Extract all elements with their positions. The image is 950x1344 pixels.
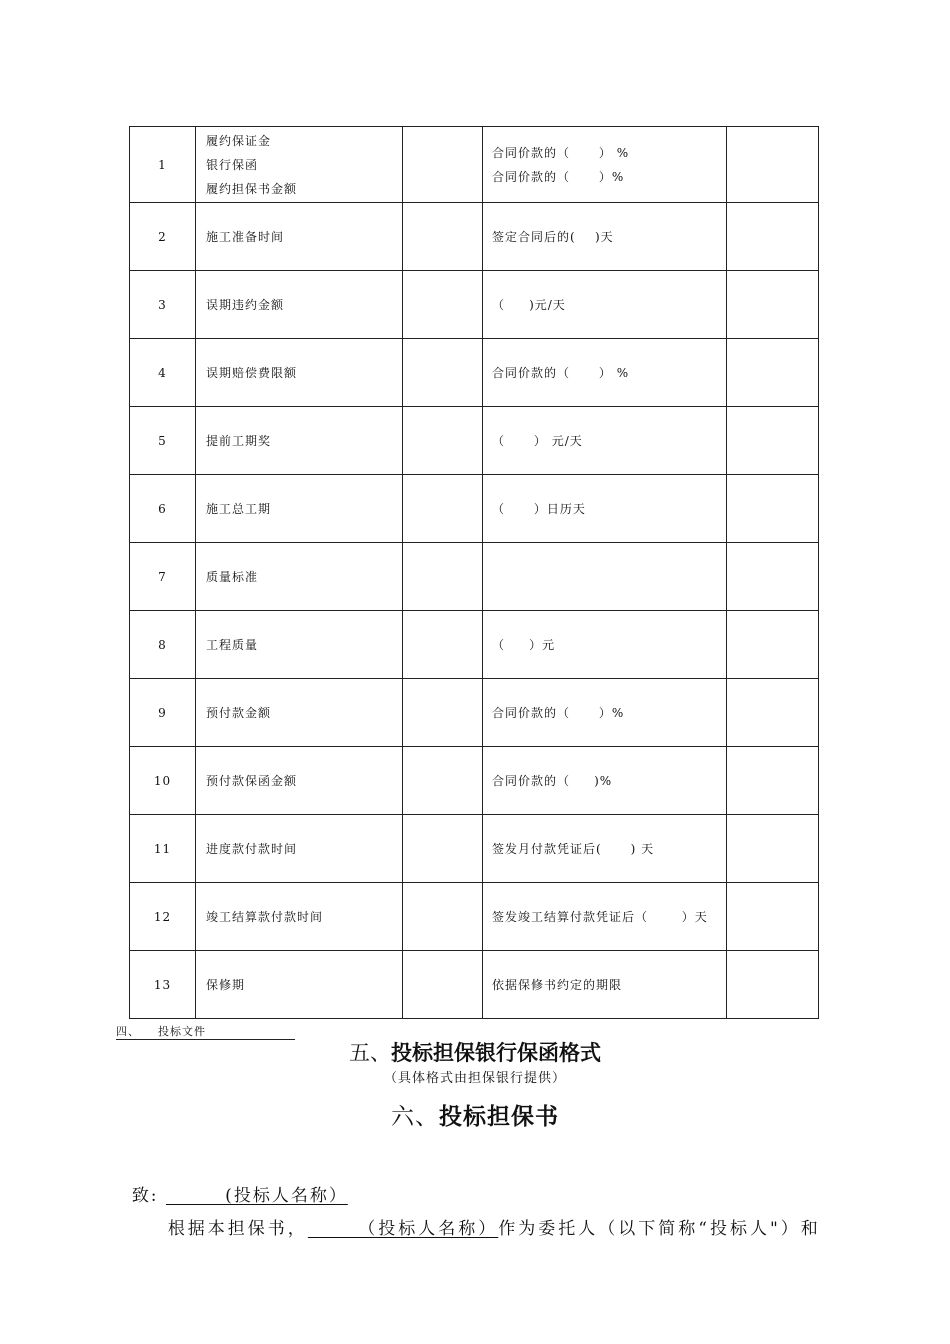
section-6-title: 投标担保书: [439, 1103, 559, 1130]
value-line: 合同价款的（ ）%: [492, 169, 625, 184]
table-row: [130, 339, 819, 407]
section-6-heading: [0, 1100, 950, 1134]
row-note-cell: [727, 543, 819, 611]
row-number: 2: [130, 203, 196, 271]
row-value: [483, 679, 727, 747]
row-note-cell: [727, 679, 819, 747]
row-item: [196, 203, 403, 271]
value-line: （ ） 元/天: [492, 433, 583, 448]
item-line: 施工准备时间: [206, 229, 285, 244]
table-row: [130, 543, 819, 611]
row-value: [483, 127, 727, 203]
row-number: 11: [130, 815, 196, 883]
row-number: 3: [130, 271, 196, 339]
value-line: 合同价款的（ ）%: [492, 705, 625, 720]
row-number: 5: [130, 407, 196, 475]
row-value: [483, 883, 727, 951]
row-note-cell: [727, 951, 819, 1019]
addressee-blank: (投标人名称）: [165, 1186, 348, 1206]
row-value: [483, 407, 727, 475]
section-5-number: 五、: [349, 1041, 391, 1065]
table-row: [130, 951, 819, 1019]
row-number: 4: [130, 339, 196, 407]
row-item: [196, 271, 403, 339]
row-value: [483, 611, 727, 679]
row-note-cell: [727, 271, 819, 339]
value-line: 签发竣工结算付款凭证后（ ）天: [492, 909, 708, 924]
row-blank-cell: [403, 339, 483, 407]
row-blank-cell: [403, 883, 483, 951]
row-blank-cell: [403, 679, 483, 747]
section-5-heading: [0, 1038, 950, 1068]
row-note-cell: [727, 475, 819, 543]
section-6-number: 六、: [391, 1104, 439, 1130]
row-item: [196, 951, 403, 1019]
item-line: 工程质量: [206, 637, 259, 652]
row-value: [483, 475, 727, 543]
row-value: [483, 951, 727, 1019]
row-number: 1: [130, 127, 196, 203]
row-blank-cell: [403, 951, 483, 1019]
item-line: 保修期: [206, 977, 246, 992]
row-number: 8: [130, 611, 196, 679]
item-line: 误期违约金额: [206, 297, 285, 312]
table-row: [130, 611, 819, 679]
item-line: 银行保函: [206, 157, 259, 172]
value-line: 合同价款的（ ） %: [492, 145, 630, 160]
row-value: [483, 747, 727, 815]
row-item: [196, 339, 403, 407]
table-row: [130, 475, 819, 543]
addressee-prefix: 致:: [131, 1186, 159, 1206]
row-note-cell: [727, 127, 819, 203]
value-line: 合同价款的（ ） %: [492, 365, 630, 380]
table-row: [130, 747, 819, 815]
row-item: [196, 407, 403, 475]
guarantee-paragraph: [151, 1187, 821, 1243]
row-number: 13: [130, 951, 196, 1019]
row-number: 9: [130, 679, 196, 747]
table-row: [130, 883, 819, 951]
value-line: （ )元/天: [492, 297, 566, 312]
row-note-cell: [727, 815, 819, 883]
item-line: 履约保证金: [206, 133, 272, 148]
row-note-cell: [727, 747, 819, 815]
row-value: [483, 203, 727, 271]
row-number: 6: [130, 475, 196, 543]
row-item: [196, 543, 403, 611]
table-row: [130, 127, 819, 203]
row-blank-cell: [403, 543, 483, 611]
row-blank-cell: [403, 475, 483, 543]
value-line: 依据保修书约定的期限: [492, 977, 623, 992]
row-blank-cell: [403, 611, 483, 679]
row-note-cell: [727, 883, 819, 951]
section-4-heading: 四、 投标文件: [116, 1024, 295, 1040]
row-value: [483, 339, 727, 407]
contract-terms-table: [129, 126, 819, 1019]
table-row: [130, 271, 819, 339]
row-value: [483, 271, 727, 339]
row-value: [483, 543, 727, 611]
contract-terms-body: [130, 127, 819, 1019]
item-line: 预付款金额: [206, 705, 272, 720]
item-line: 进度款付款时间: [206, 841, 298, 856]
row-blank-cell: [403, 271, 483, 339]
value-line: 合同价款的（ )%: [492, 773, 613, 788]
bidder-name-blank: （投标人名称）: [307, 1219, 499, 1239]
row-number: 10: [130, 747, 196, 815]
item-line: 提前工期奖: [206, 433, 272, 448]
row-item: [196, 127, 403, 203]
row-item: [196, 883, 403, 951]
row-item: [196, 611, 403, 679]
row-note-cell: [727, 203, 819, 271]
row-item: [196, 679, 403, 747]
table-row: [130, 203, 819, 271]
item-line: 误期赔偿费限额: [206, 365, 298, 380]
row-blank-cell: [403, 815, 483, 883]
row-note-cell: [727, 339, 819, 407]
item-line: 履约担保书金额: [206, 181, 298, 196]
row-blank-cell: [403, 407, 483, 475]
item-line: 竣工结算款付款时间: [206, 909, 324, 924]
table-row: [130, 679, 819, 747]
paragraph-text-end: 作为委托人（以下简称“投标人"）和: [498, 1219, 821, 1239]
item-line: 质量标准: [206, 569, 259, 584]
section-5-subtitle: （具体格式由担保银行提供）: [383, 1071, 566, 1086]
row-item: [196, 815, 403, 883]
row-note-cell: [727, 611, 819, 679]
value-line: （ ）元: [492, 637, 556, 652]
table-row: [130, 815, 819, 883]
item-line: 施工总工期: [206, 501, 272, 516]
row-number: 7: [130, 543, 196, 611]
row-note-cell: [727, 407, 819, 475]
row-number: 12: [130, 883, 196, 951]
row-value: [483, 815, 727, 883]
item-line: 预付款保函金额: [206, 773, 298, 788]
row-blank-cell: [403, 127, 483, 203]
value-line: 签定合同后的( )天: [492, 229, 614, 244]
value-line: 签发月付款凭证后( ) 天: [492, 841, 655, 856]
paragraph-text-start: 根据本担保书，: [167, 1219, 308, 1239]
row-item: [196, 475, 403, 543]
row-blank-cell: [403, 203, 483, 271]
value-line: （ ）日历天: [492, 501, 586, 516]
table-row: [130, 407, 819, 475]
section-5-title: 投标担保银行保函格式: [391, 1040, 601, 1065]
row-item: [196, 747, 403, 815]
row-blank-cell: [403, 747, 483, 815]
